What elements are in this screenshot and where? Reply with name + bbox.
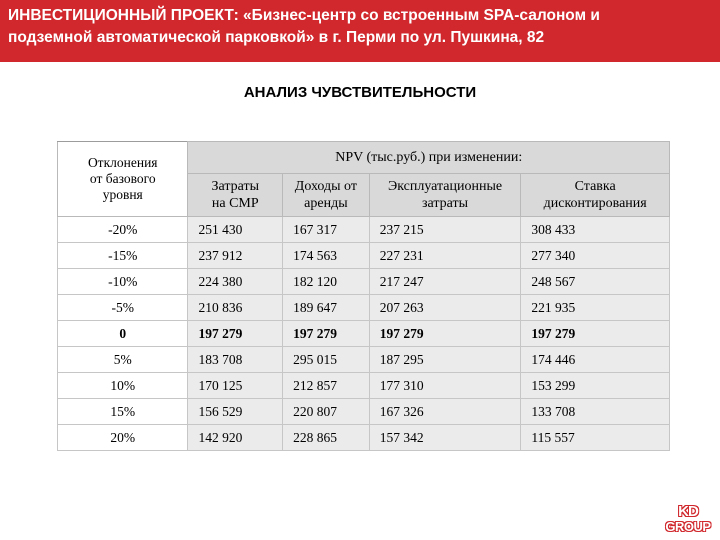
column-header-construction-costs (188, 174, 283, 217)
npv-value-cell: 156 529 (188, 399, 283, 425)
table-row (58, 425, 670, 451)
column-header-line2: аренды (304, 196, 348, 211)
npv-value-cell: 187 295 (369, 347, 521, 373)
npv-header: NPV (тыс.руб.) при изменении: (188, 142, 670, 174)
npv-value-cell: 277 340 (521, 243, 670, 269)
npv-value-cell: 177 310 (369, 373, 521, 399)
npv-value-cell: 212 857 (283, 373, 370, 399)
row-label: -15% (58, 243, 188, 269)
row-label: -10% (58, 269, 188, 295)
header-banner (0, 0, 720, 62)
npv-value-cell: 207 263 (369, 295, 521, 321)
npv-value-cell: 197 279 (369, 321, 521, 347)
npv-value-cell: 174 563 (283, 243, 370, 269)
column-header-line1: Эксплуатационные (387, 179, 503, 194)
npv-value-cell: 170 125 (188, 373, 283, 399)
table-row (58, 295, 670, 321)
npv-value-cell: 221 935 (521, 295, 670, 321)
npv-value-cell: 142 920 (188, 425, 283, 451)
column-header-line1: Доходы от (294, 179, 357, 194)
column-header-discount-rate (521, 174, 670, 217)
table-header-row (58, 142, 670, 174)
row-header (58, 142, 188, 217)
row-label: 0 (58, 321, 188, 347)
kd-group-logo (660, 505, 716, 538)
npv-value-cell: 197 279 (188, 321, 283, 347)
column-header-rental-income (283, 174, 370, 217)
row-label: 15% (58, 399, 188, 425)
npv-value-cell: 217 247 (369, 269, 521, 295)
npv-value-cell: 248 567 (521, 269, 670, 295)
npv-value-cell: 174 446 (521, 347, 670, 373)
column-header-line1: Затраты (211, 179, 260, 194)
npv-value-cell: 153 299 (521, 373, 670, 399)
row-label: 20% (58, 425, 188, 451)
npv-value-cell: 224 380 (188, 269, 283, 295)
npv-value-cell: 157 342 (369, 425, 521, 451)
table-row (58, 217, 670, 243)
npv-value-cell: 251 430 (188, 217, 283, 243)
column-header-operating-costs (369, 174, 521, 217)
logo-line1: KD (678, 503, 698, 520)
npv-value-cell: 237 215 (369, 217, 521, 243)
npv-value-cell: 295 015 (283, 347, 370, 373)
row-label: 10% (58, 373, 188, 399)
npv-value-cell: 220 807 (283, 399, 370, 425)
row-label: -5% (58, 295, 188, 321)
npv-value-cell: 210 836 (188, 295, 283, 321)
column-header-line2: затраты (422, 196, 469, 211)
npv-value-cell: 228 865 (283, 425, 370, 451)
column-header-line2: дисконтирования (543, 196, 647, 211)
npv-value-cell: 308 433 (521, 217, 670, 243)
header-title-line2: подземной автоматической парковкой» в г. Перми по ул. Пушкина, 82 (8, 29, 545, 46)
npv-value-cell: 183 708 (188, 347, 283, 373)
npv-value-cell: 182 120 (283, 269, 370, 295)
header-title-line1: ИНВЕСТИЦИОННЫЙ ПРОЕКТ: «Бизнес-центр со встроенным SPA-салоном и (8, 7, 600, 24)
table-row (58, 399, 670, 425)
npv-value-cell: 197 279 (521, 321, 670, 347)
npv-value-cell: 167 326 (369, 399, 521, 425)
table-row (58, 243, 670, 269)
section-title: АНАЛИЗ ЧУВСТВИТЕЛЬНОСТИ (243, 84, 477, 101)
table-row (58, 347, 670, 373)
row-header-line3: уровня (102, 187, 143, 202)
logo-line2: GROUP (665, 519, 711, 534)
row-label: 5% (58, 347, 188, 373)
table-row (58, 373, 670, 399)
table-body (58, 217, 670, 451)
npv-value-cell: 227 231 (369, 243, 521, 269)
table-row (58, 321, 670, 347)
npv-value-cell: 133 708 (521, 399, 670, 425)
column-header-line1: Ставка (574, 179, 616, 194)
row-label: -20% (58, 217, 188, 243)
npv-value-cell: 167 317 (283, 217, 370, 243)
sensitivity-table (57, 141, 670, 451)
npv-value-cell: 197 279 (283, 321, 370, 347)
column-header-line2: на СМР (211, 196, 259, 211)
row-header-line2: от базового (89, 171, 156, 186)
npv-value-cell: 237 912 (188, 243, 283, 269)
npv-value-cell: 189 647 (283, 295, 370, 321)
table-row (58, 269, 670, 295)
npv-value-cell: 115 557 (521, 425, 670, 451)
row-header-line1: Отклонения (87, 155, 158, 170)
